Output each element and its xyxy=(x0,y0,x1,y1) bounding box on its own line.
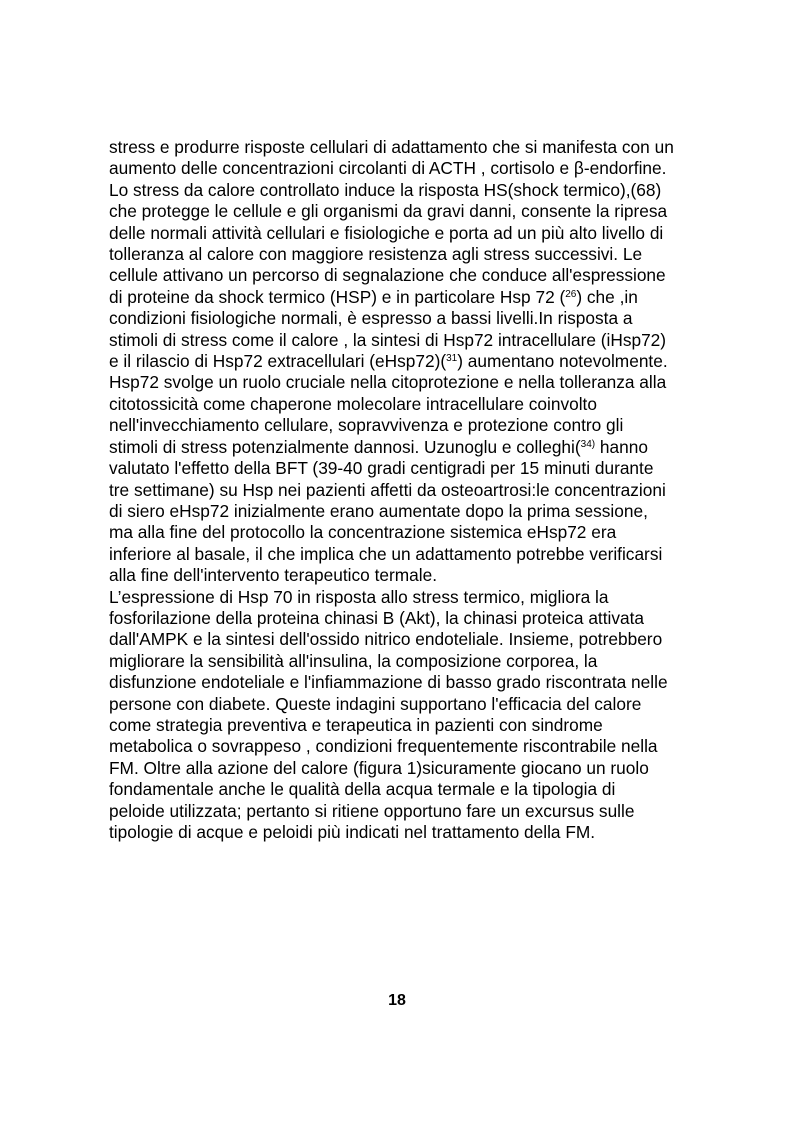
text-run: dall'AMPK e la sintesi dell'ossido nitrico endoteliale. Insieme, potrebbero xyxy=(109,629,663,650)
text-run: stimoli di stress potenzialmente dannosi. Uzunoglu e colleghi( xyxy=(109,436,581,457)
text-line xyxy=(109,822,709,843)
text-line xyxy=(109,501,709,522)
citation-superscript: 31 xyxy=(446,353,458,365)
text-run: fondamentale anche le qualità della acqua termale e la tipologia di xyxy=(109,779,616,800)
text-line xyxy=(109,565,709,586)
text-line xyxy=(109,223,709,244)
text-run: stimoli di stress come il calore , la sintesi di Hsp72 intracellulare (iHsp72) xyxy=(109,329,667,350)
text-run: ) aumentano notevolmente. xyxy=(457,351,668,372)
text-run: come strategia preventiva e terapeutica in pazienti con sindrome xyxy=(109,714,603,735)
text-run: citotossicità come chaperone molecolare intracellulare coinvolto xyxy=(109,393,597,414)
text-line xyxy=(109,394,709,415)
citation-superscript: 26 xyxy=(565,288,577,300)
page-number: 18 xyxy=(388,992,406,1009)
text-line xyxy=(109,522,709,543)
text-run: valutato l'effetto della BFT (39-40 gradi centigradi per 15 minuti durante xyxy=(109,458,654,479)
text-run: ) che ,in xyxy=(576,286,638,307)
text-line xyxy=(109,330,709,351)
text-line xyxy=(109,287,709,308)
text-line xyxy=(109,715,709,736)
text-run: Lo stress da calore controllato induce la risposta HS(shock termico),(68) xyxy=(109,179,662,200)
text-run: di proteine da shock termico (HSP) e in particolare Hsp 72 ( xyxy=(109,286,566,307)
text-run: ma alla fine del protocollo la concentrazione sistemica eHsp72 era xyxy=(109,522,617,543)
text-line xyxy=(109,137,709,158)
text-line xyxy=(109,587,709,608)
text-run: Hsp72 svolge un ruolo cruciale nella citoprotezione e nella tolleranza alla xyxy=(109,372,667,393)
text-run: cellule attivano un percorso di segnalazione che conduce all'espressione xyxy=(109,265,666,286)
text-run: delle normali attività cellulari e fisiologiche e porta ad un più alto livello di xyxy=(109,222,664,243)
text-line xyxy=(109,180,709,201)
text-line xyxy=(109,651,709,672)
text-line xyxy=(109,351,709,372)
text-run: e il rilascio di Hsp72 extracellulari (eHsp72)( xyxy=(109,351,447,372)
text-run: FM. Oltre alla azione del calore (figura 1)sicuramente giocano un ruolo xyxy=(109,757,649,778)
text-run: L’espressione di Hsp 70 in risposta allo stress termico, migliora la xyxy=(109,586,609,607)
text-line xyxy=(109,265,709,286)
text-line xyxy=(109,201,709,222)
text-run: peloide utilizzata; pertanto si ritiene opportuno fare un excursus sulle xyxy=(109,800,635,821)
text-line xyxy=(109,244,709,265)
text-run: disfunzione endoteliale e l'infiammazione di basso grado riscontrata nelle xyxy=(109,672,668,693)
text-line xyxy=(109,629,709,650)
text-run: tolleranza al calore con maggiore resistenza agli stress successivi. Le xyxy=(109,244,643,265)
text-line xyxy=(109,372,709,393)
text-run: che protegge le cellule e gli organismi da gravi danni, consente la ripresa xyxy=(109,201,668,222)
text-line xyxy=(109,608,709,629)
text-line xyxy=(109,415,709,436)
citation-superscript: 34) xyxy=(580,438,596,450)
text-line xyxy=(109,672,709,693)
text-run: fosforilazione della proteina chinasi B (Akt), la chinasi proteica attivata xyxy=(109,607,645,628)
text-line xyxy=(109,758,709,779)
text-run: stress e produrre risposte cellulari di adattamento che si manifesta con un xyxy=(109,137,674,157)
text-run: inferiore al basale, il che implica che un adattamento potrebbe verificarsi xyxy=(109,543,663,564)
text-run: condizioni fisiologiche normali, è espresso a bassi livelli.In risposta a xyxy=(109,308,633,329)
text-line xyxy=(109,694,709,715)
text-run: nell'invecchiamento cellulare, sopravvivenza e protezione contro gli xyxy=(109,415,624,436)
text-run: alla fine dell'intervento terapeutico termale. xyxy=(109,565,437,586)
body-text xyxy=(109,137,709,843)
text-run: persone con diabete. Queste indagini supportano l'efficacia del calore xyxy=(109,693,642,714)
text-run: aumento delle concentrazioni circolanti di ACTH , cortisolo e β-endorfine. xyxy=(109,158,667,179)
text-line xyxy=(109,437,709,458)
text-line xyxy=(109,779,709,800)
text-run: di siero eHsp72 inizialmente erano aumentate dopo la prima sessione, xyxy=(109,500,648,521)
text-line xyxy=(109,736,709,757)
text-line xyxy=(109,480,709,501)
text-line xyxy=(109,308,709,329)
text-run: tre settimane) su Hsp nei pazienti affetti da osteoartrosi:le concentrazioni xyxy=(109,479,666,500)
text-run: hanno xyxy=(595,436,648,457)
text-line xyxy=(109,801,709,822)
text-line xyxy=(109,458,709,479)
text-line xyxy=(109,544,709,565)
text-run: migliorare la sensibilità all'insulina, la composizione corporea, la xyxy=(109,650,598,671)
text-line xyxy=(109,158,709,179)
text-run: tipologie di acque e peloidi più indicati nel trattamento della FM. xyxy=(109,822,596,842)
text-run: metabolica o sovrappeso , condizioni frequentemente riscontrabile nella xyxy=(109,736,658,757)
